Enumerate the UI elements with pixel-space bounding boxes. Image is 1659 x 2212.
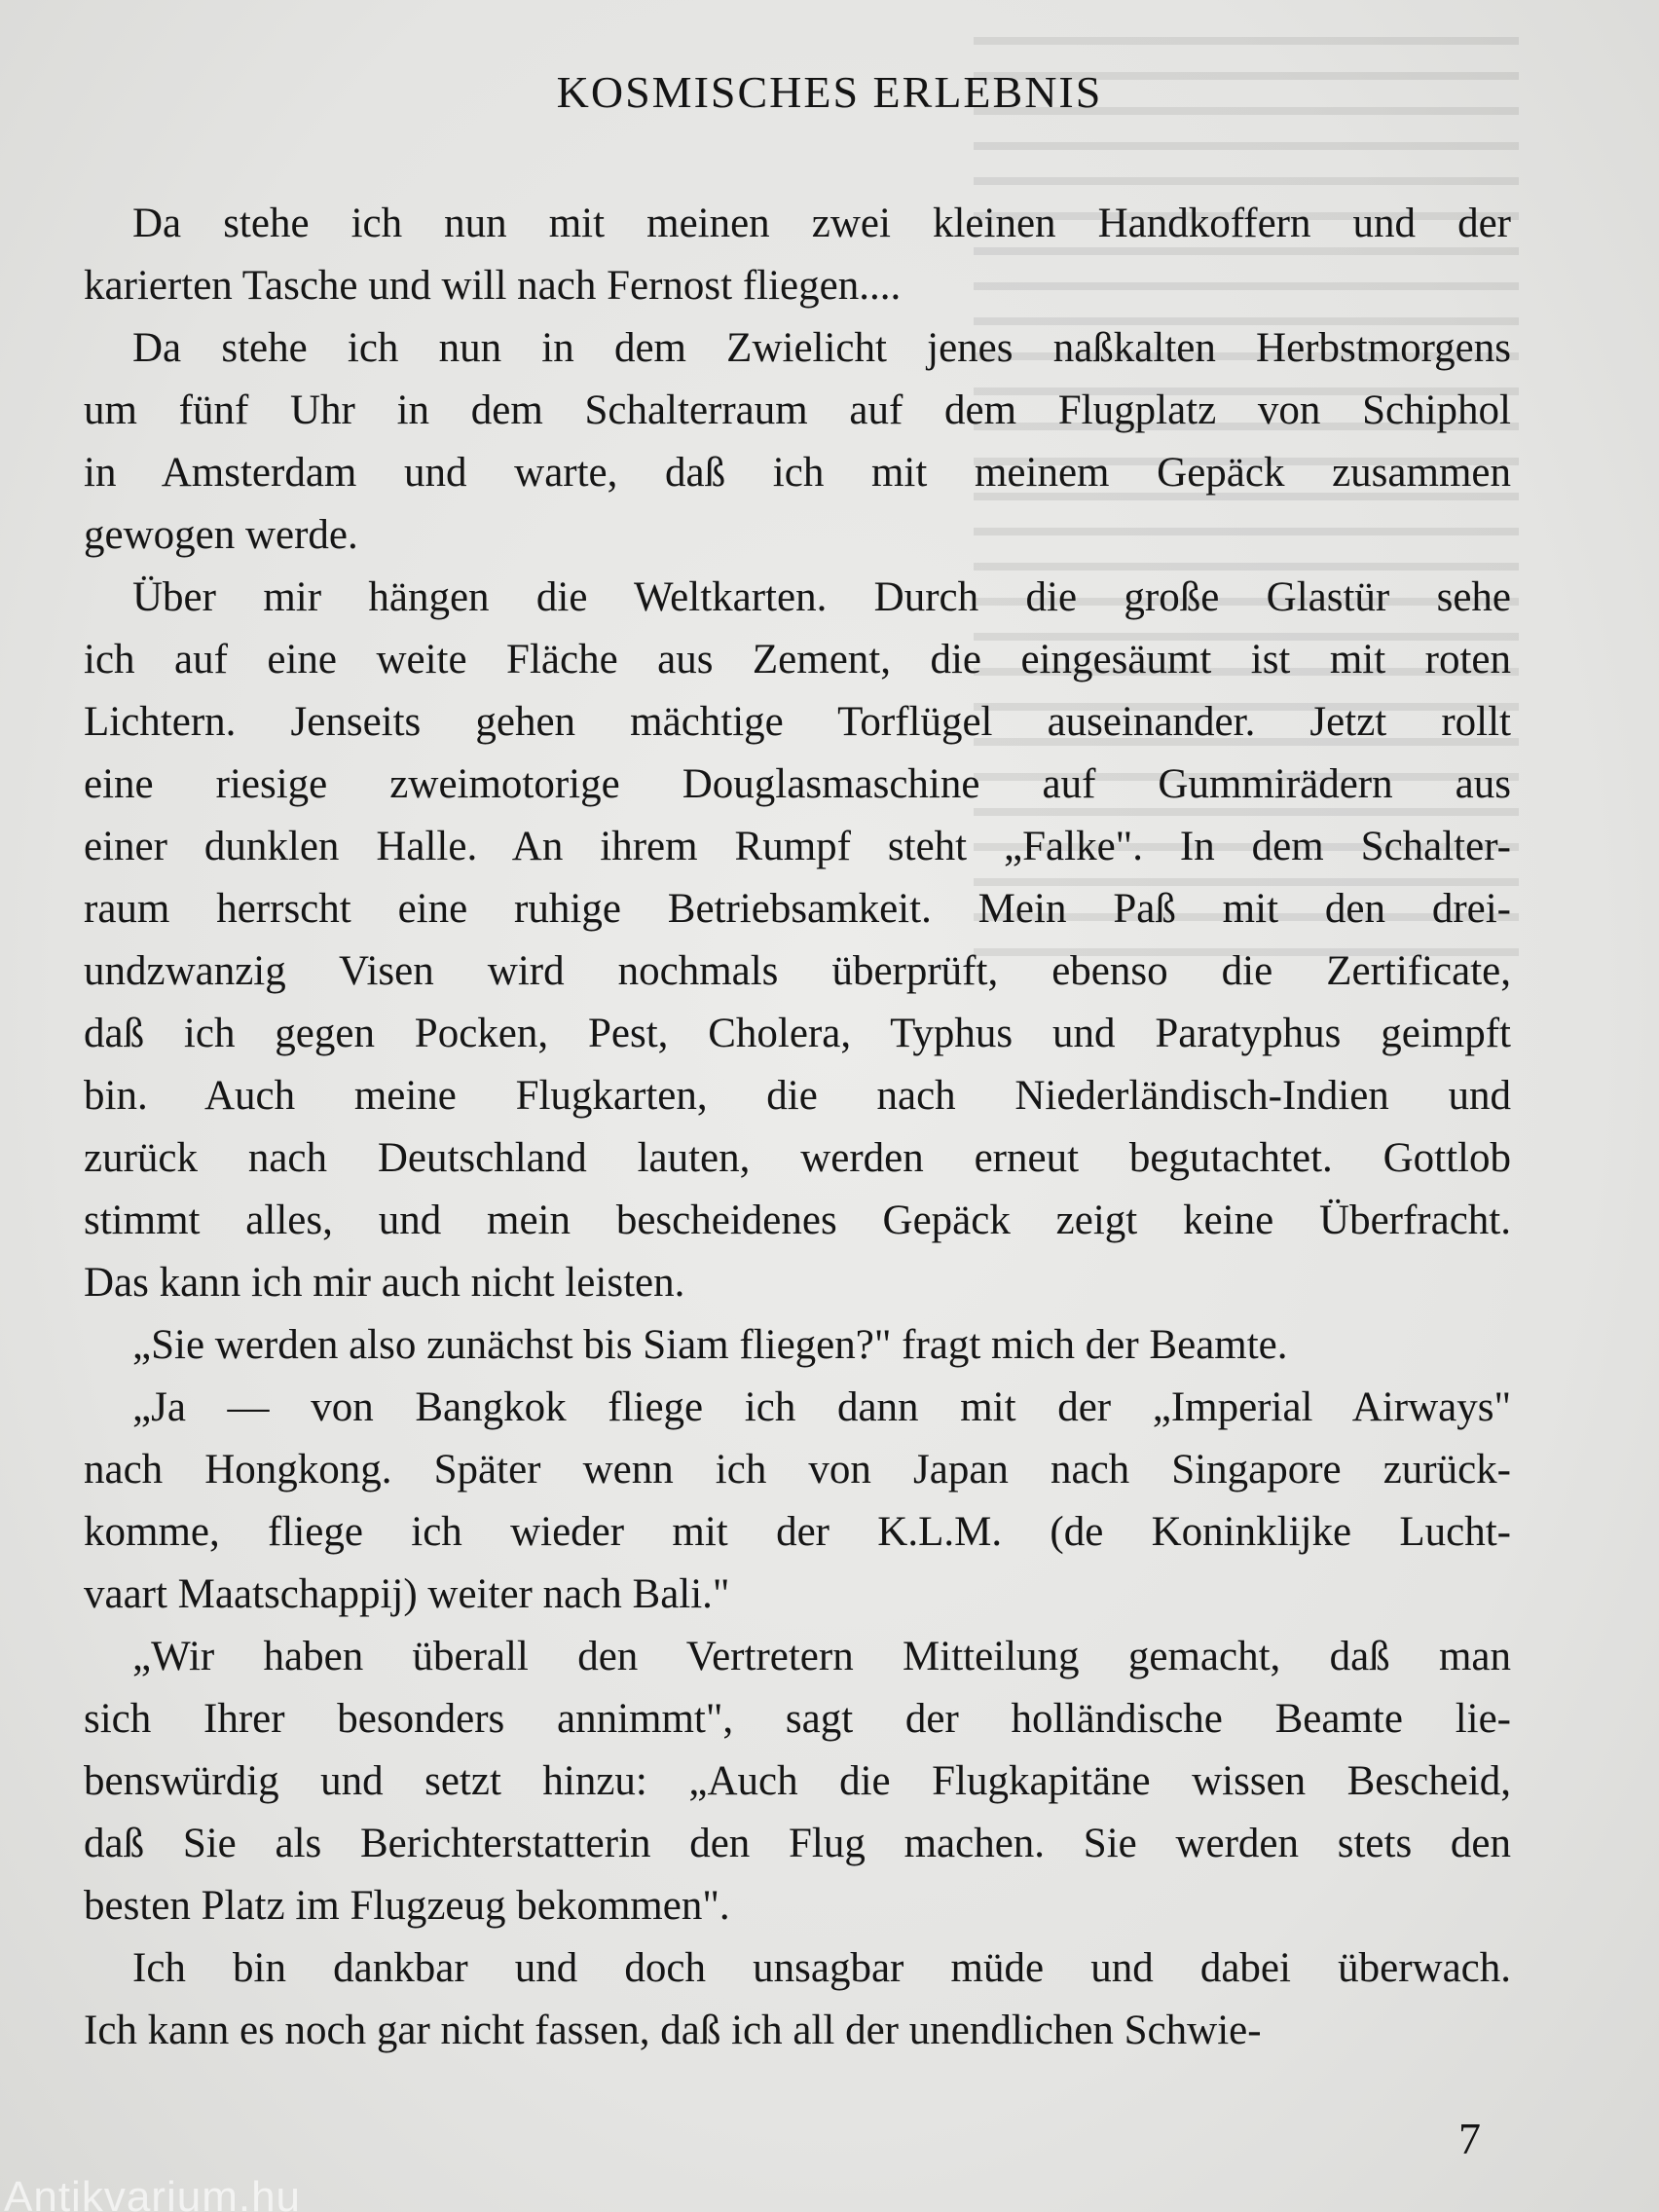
text-line: gewogen werde. (84, 512, 358, 558)
text-line: raum herrscht eine ruhige Betriebsamkeit. Mein Paß mit den drei- (84, 886, 1511, 932)
paragraph (84, 1377, 1511, 1626)
text-line: in Amsterdam und warte, daß ich mit meinem Gepäck zusammen (84, 450, 1511, 496)
text-line: Da stehe ich nun in dem Zwielicht jenes naßkalten Herbstmorgens (132, 325, 1511, 371)
paragraph (84, 1314, 1511, 1377)
text-line: benswürdig und setzt hinzu: „Auch die Flugkapitäne wissen Bescheid, (84, 1758, 1511, 1804)
text-line: eine riesige zweimotorige Douglasmaschine auf Gummirädern aus (84, 761, 1511, 807)
text-line: undzwanzig Visen wird nochmals überprüft, ebenso die Zertificate, (84, 948, 1511, 994)
text-line: Über mir hängen die Weltkarten. Durch die große Glastür sehe (132, 574, 1511, 620)
watermark: Antikvarium.hu (4, 2173, 302, 2212)
text-line: ich auf eine weite Fläche aus Zement, die eingesäumt ist mit roten (84, 637, 1511, 682)
text-line: vaart Maatschappij) weiter nach Bali." (84, 1571, 730, 1617)
text-line: karierten Tasche und will nach Fernost fliegen.... (84, 263, 902, 309)
text-line: Das kann ich mir auch nicht leisten. (84, 1260, 685, 1306)
text-line: „Sie werden also zunächst bis Siam fliegen?" fragt mich der Beamte. (132, 1322, 1288, 1368)
text-line: stimmt alles, und mein bescheidenes Gepäck zeigt keine Überfracht. (84, 1198, 1511, 1243)
paragraph (84, 317, 1511, 567)
text-line: „Wir haben überall den Vertretern Mitteilung gemacht, daß man (132, 1634, 1511, 1679)
text-line: bin. Auch meine Flugkarten, die nach Niederländisch-Indien und (84, 1073, 1511, 1119)
paragraph (84, 567, 1511, 1314)
text-line: um fünf Uhr in dem Schalterraum auf dem Flugplatz von Schiphol (84, 387, 1511, 433)
text-line: daß Sie als Berichterstatterin den Flug machen. Sie werden stets den (84, 1821, 1511, 1866)
text-line: daß ich gegen Pocken, Pest, Cholera, Typhus und Paratyphus geimpft (84, 1011, 1511, 1056)
body-text (84, 193, 1511, 2062)
text-line: sich Ihrer besonders annimmt", sagt der holländische Beamte lie- (84, 1696, 1511, 1742)
text-line: „Ja — von Bangkok fliege ich dann mit der „Imperial Airways" (132, 1384, 1511, 1430)
paragraph (84, 1937, 1511, 2062)
text-line: Ich kann es noch gar nicht fassen, daß ich all der unendlichen Schwie- (84, 2008, 1262, 2053)
page-number: 7 (1458, 2114, 1481, 2163)
text-line: einer dunklen Halle. An ihrem Rumpf steht „Falke". In dem Schalter- (84, 824, 1511, 869)
chapter-title: KOSMISCHES ERLEBNIS (556, 67, 1103, 117)
text-line: nach Hongkong. Später wenn ich von Japan nach Singapore zurück- (84, 1447, 1511, 1493)
text-line: komme, fliege ich wieder mit der K.L.M. (de Koninklijke Lucht- (84, 1509, 1511, 1555)
text-line: besten Platz im Flugzeug bekommen". (84, 1883, 730, 1929)
text-line: Lichtern. Jenseits gehen mächtige Torflügel auseinander. Jetzt rollt (84, 699, 1511, 745)
paragraph (84, 193, 1511, 317)
text-line: Ich bin dankbar und doch unsagbar müde und dabei überwach. (132, 1945, 1511, 1991)
paragraph (84, 1626, 1511, 1937)
text-line: zurück nach Deutschland lauten, werden erneut begutachtet. Gottlob (84, 1135, 1511, 1181)
text-line: Da stehe ich nun mit meinen zwei kleinen Handkoffern und der (132, 201, 1511, 246)
